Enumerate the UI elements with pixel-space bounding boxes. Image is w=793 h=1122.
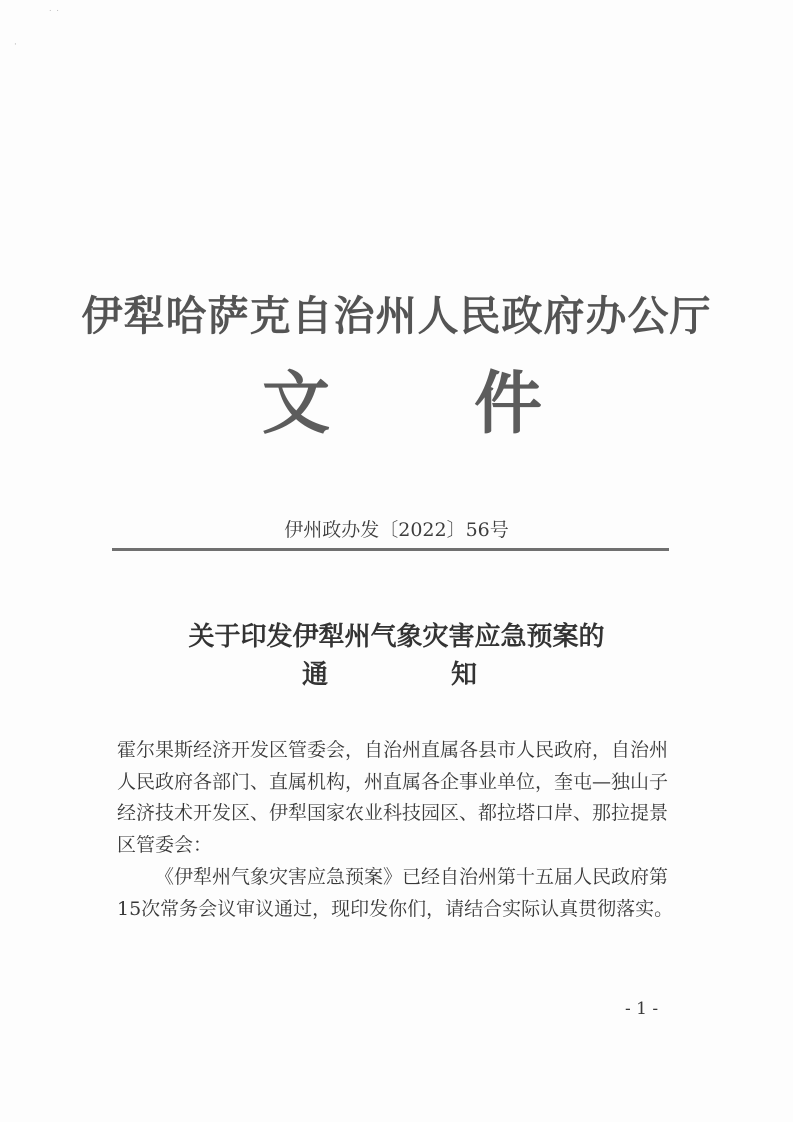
- addressee-text: 霍尔果斯经济开发区管委会，自治州直属各县市人民政府，自治州人民政府各部门、直属机构，州直属各企事业单位，奎屯—独山子经济技术开发区、伊犁国家农业科技园区、都拉塔口岸、那拉提景区管委会：: [117, 739, 669, 856]
- document-type-heading: [262, 358, 542, 444]
- doc-type-char: 件: [473, 364, 542, 444]
- header-divider: [112, 548, 669, 551]
- notice-title: 关于印发伊犁州气象灾害应急预案的: [188, 622, 605, 652]
- notice-title-subline: [302, 657, 477, 693]
- issuer-name: 伊犁哈萨克自治州人民政府办公厅: [81, 292, 712, 340]
- body-paragraph: 《伊犁州气象灾害应急预案》已经自治州第十五届人民政府第15次常务会议审议通过，现印发你们，请结合实际认真贯彻落实。: [117, 866, 674, 920]
- scan-speck: ·: [14, 40, 17, 50]
- document-number: 伊州政办发〔2022〕56号: [284, 519, 509, 541]
- scan-speck: ˙ ˙: [48, 10, 60, 20]
- page-number: - 1 -: [625, 999, 659, 1019]
- doc-type-char: 文: [262, 364, 331, 444]
- title-char: 知: [450, 660, 477, 690]
- title-char: 通: [302, 660, 329, 690]
